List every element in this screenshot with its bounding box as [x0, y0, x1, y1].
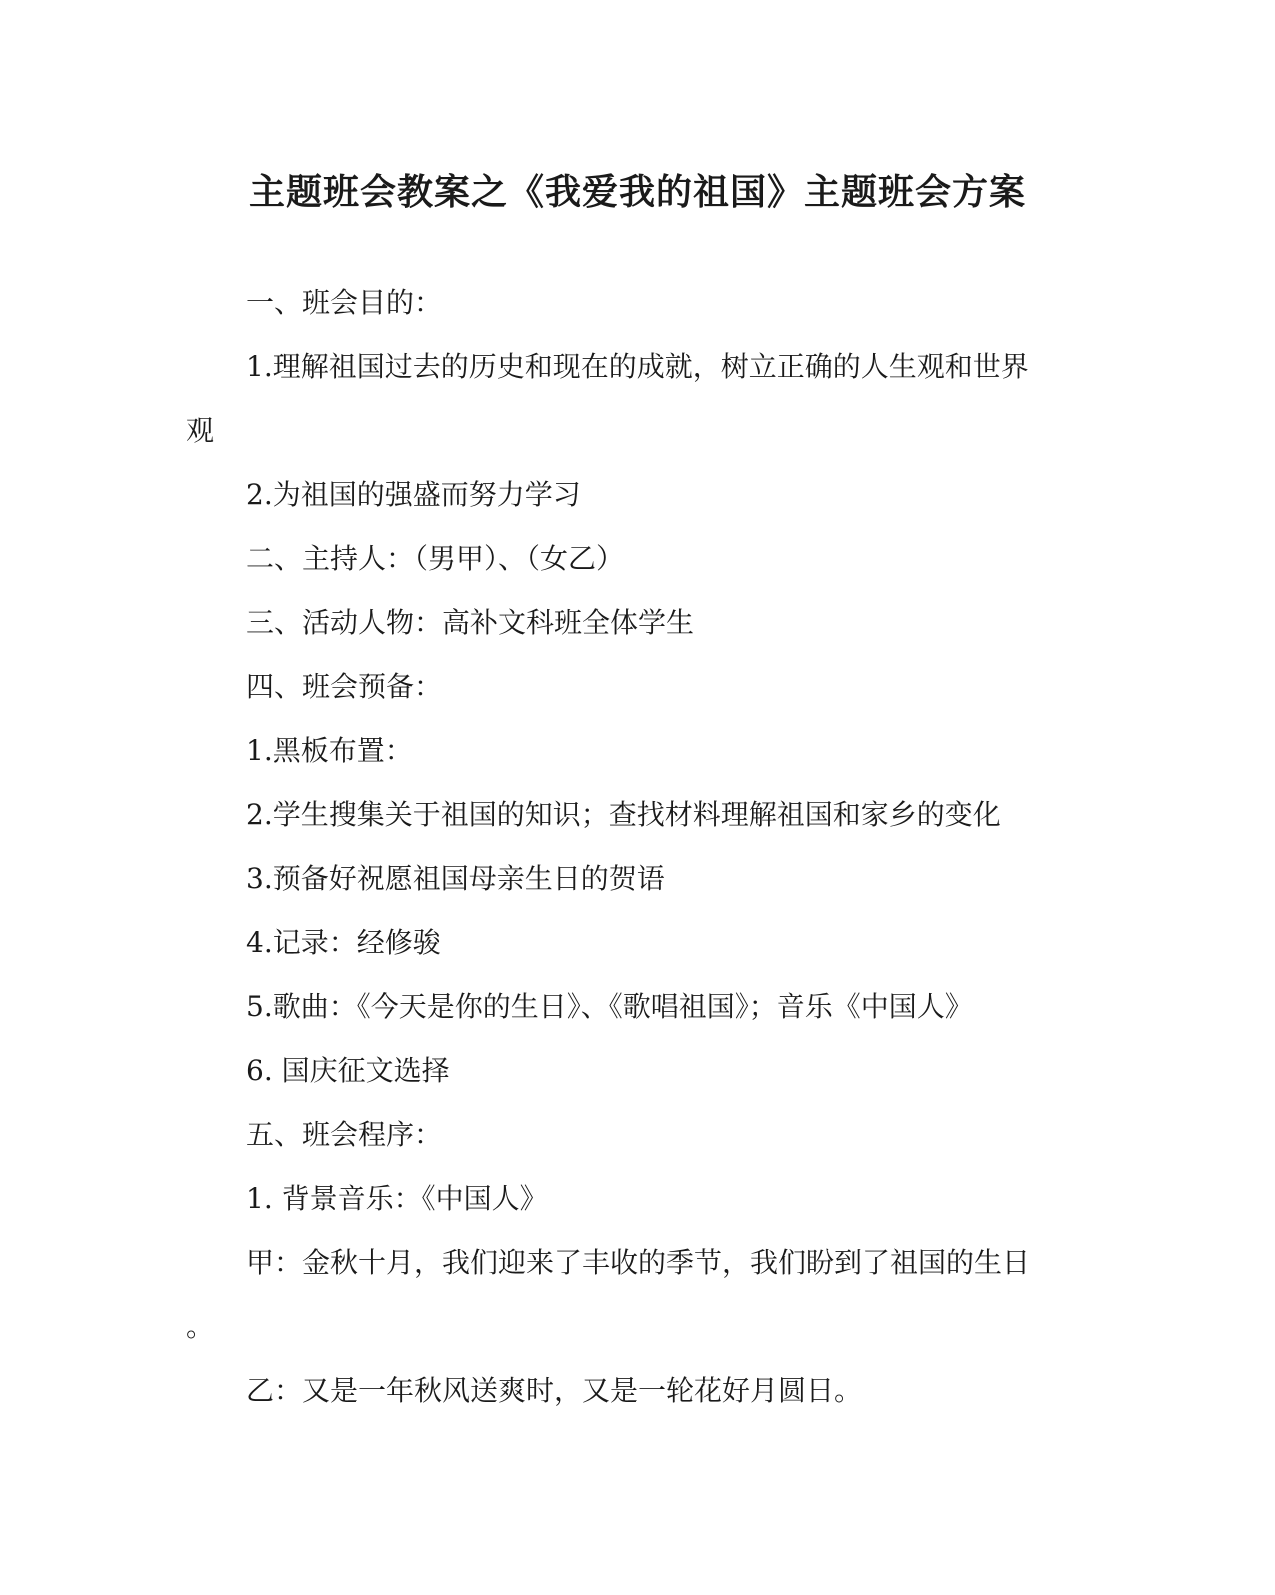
section-heading-purpose: 一、班会目的：	[246, 286, 443, 319]
paragraph-line: 。	[186, 1310, 215, 1343]
paragraph-line: 3.预备好祝愿祖国母亲生日的贺语	[246, 862, 665, 895]
paragraph-line: 1.理解祖国过去的历史和现在的成就，树立正确的人生观和世界	[246, 350, 1029, 383]
paragraph-line: 乙：又是一年秋风送爽时，又是一轮花好月圆日。	[246, 1374, 863, 1407]
paragraph-line: 5.歌曲：《今天是你的生日》、《歌唱祖国》；音乐《中国人》	[246, 990, 973, 1023]
paragraph-line: 4.记录：经修骏	[246, 926, 441, 959]
section-heading-preparation: 四、班会预备：	[246, 670, 443, 703]
section-heading-participants: 三、活动人物：高补文科班全体学生	[246, 606, 695, 639]
paragraph-line: 1.黑板布置：	[246, 734, 413, 767]
section-heading-hosts: 二、主持人：（男甲）、（女乙）	[246, 542, 625, 575]
paragraph-line: 2.为祖国的强盛而努力学习	[246, 478, 581, 511]
paragraph-line: 观	[186, 414, 215, 447]
document-title: 主题班会教案之《我爱我的祖国》主题班会方案	[248, 171, 1026, 213]
paragraph-line: 6. 国庆征文选择	[246, 1054, 450, 1087]
paragraph-line: 2.学生搜集关于祖国的知识；查找材料理解祖国和家乡的变化	[246, 798, 1001, 831]
paragraph-line: 1. 背景音乐：《中国人》	[246, 1182, 548, 1215]
paragraph-line: 甲：金秋十月，我们迎来了丰收的季节，我们盼到了祖国的生日	[246, 1246, 1031, 1279]
section-heading-procedure: 五、班会程序：	[246, 1118, 443, 1151]
